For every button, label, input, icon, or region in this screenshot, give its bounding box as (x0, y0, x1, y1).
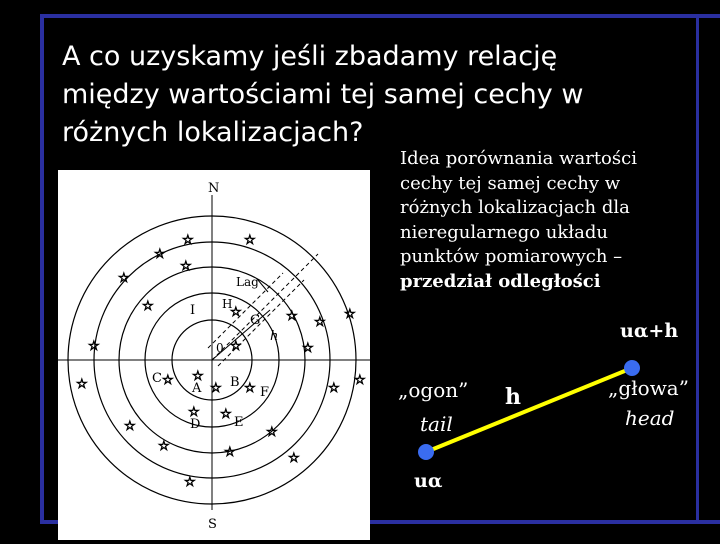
lag-diagram (58, 170, 370, 540)
tail-point (418, 444, 434, 460)
star-icon: ☆ (88, 339, 100, 354)
title-line: A co uzyskamy jeśli zbadamy relację (62, 41, 558, 72)
star-icon: ☆ (244, 381, 256, 396)
frame-left-line (40, 14, 44, 524)
point-label-d: D (190, 417, 201, 432)
star-icon: ☆ (76, 377, 88, 392)
star-icon: ☆ (192, 369, 204, 384)
description-text (400, 147, 670, 294)
description-line: różnych lokalizacjach dla (400, 197, 630, 218)
star-icon: ☆ (224, 445, 236, 460)
h-vector-label: h (270, 329, 279, 344)
north-label: N (208, 181, 220, 196)
star-icon: ☆ (162, 373, 174, 388)
description-line: cechy tej samej cechy w (400, 172, 621, 194)
star-icon: ☆ (230, 339, 242, 354)
origin-label: 0 (216, 341, 224, 355)
star-icon: ☆ (354, 373, 366, 388)
star-icon: ☆ (180, 259, 192, 274)
tail-value-label: uα (414, 470, 443, 492)
south-label: S (208, 517, 217, 532)
star-icon: ☆ (266, 425, 278, 440)
point-label-f: F (260, 385, 270, 400)
description-bold-line: przedział odległości (400, 270, 601, 292)
star-icon: ☆ (158, 439, 170, 454)
lag-label: Lag (236, 275, 259, 289)
star-icon: ☆ (142, 299, 154, 314)
point-label-g: G (250, 313, 261, 328)
tail-english-label: tail (420, 412, 453, 436)
star-icon: ☆ (124, 419, 136, 434)
title-line: różnych lokalizacjach? (62, 117, 364, 148)
head-point (624, 360, 640, 376)
point-label-a: A (192, 381, 202, 396)
point-label-e: E (234, 415, 244, 430)
tail-polish-label: „ogon” (398, 378, 469, 402)
point-label-h: H (222, 297, 233, 311)
star-icon: ☆ (210, 381, 222, 396)
star-icon: ☆ (154, 247, 166, 262)
star-icon: ☆ (244, 233, 256, 248)
star-icon: ☆ (328, 381, 340, 396)
star-icon: ☆ (344, 307, 356, 322)
slide-title (62, 38, 622, 152)
head-polish-label: „głowa” (608, 376, 689, 400)
star-icon: ☆ (182, 233, 194, 248)
lag-diagram-svg (58, 170, 370, 540)
star-icon: ☆ (302, 341, 314, 356)
star-icon: ☆ (314, 315, 326, 330)
star-icon: ☆ (220, 407, 232, 422)
star-icon: ☆ (286, 309, 298, 324)
head-value-label: uα+h (620, 320, 679, 342)
star-icon: ☆ (230, 305, 242, 320)
description-line: nieregularnego układu (400, 221, 608, 243)
title-line: między wartościami tej samej cechy w (62, 79, 584, 110)
star-icon: ☆ (184, 475, 196, 490)
vector-h-label: h (505, 384, 521, 410)
point-label-c: C (152, 371, 162, 386)
star-icon: ☆ (288, 451, 300, 466)
point-label-b: B (230, 375, 240, 390)
star-icon: ☆ (188, 405, 200, 420)
star-icon: ☆ (118, 271, 130, 286)
description-line: punktów pomiarowych – (400, 246, 623, 267)
head-english-label: head (625, 406, 675, 430)
frame-top-line (40, 14, 720, 18)
point-label-i: I (190, 303, 196, 318)
description-line: Idea porównania wartości (400, 148, 637, 169)
